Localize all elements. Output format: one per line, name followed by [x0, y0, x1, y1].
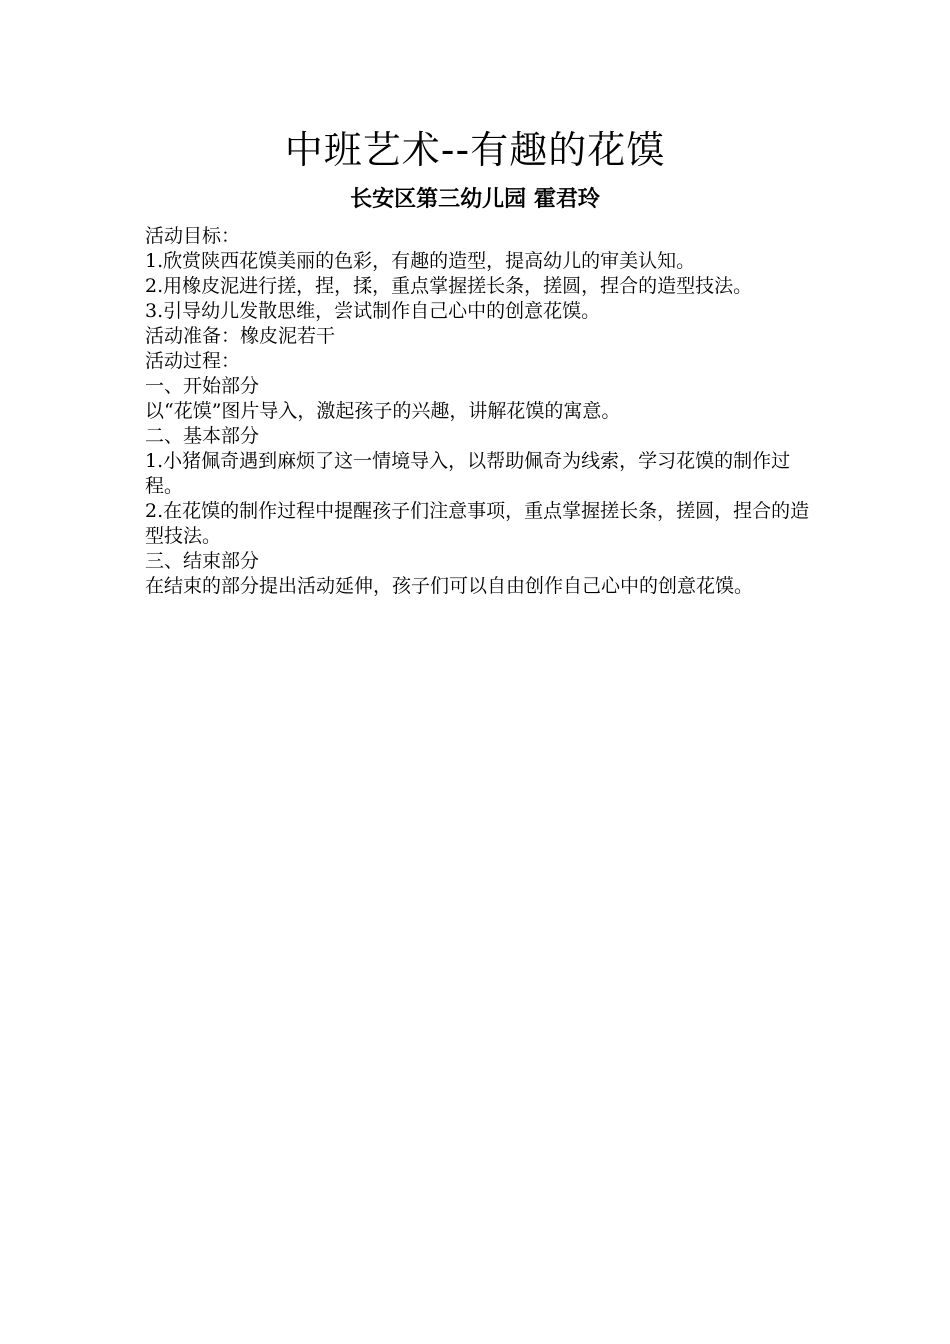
- document-title: 中班艺术--有趣的花馍: [284, 128, 666, 172]
- part-text-end: 在结束的部分提出活动延伸，孩子们可以自由创作自己心中的创意花馍。: [145, 575, 754, 597]
- part-heading-end: 三、结束部分: [145, 550, 260, 572]
- document-subtitle: 长安区第三幼儿园 霍君玲: [350, 187, 600, 212]
- section-heading-process: 活动过程：: [145, 350, 241, 372]
- basic-item-1: 1.小猪佩奇遇到麻烦了这一情境导入，以帮助佩奇为线索，学习花馍的制作过程。: [145, 450, 791, 497]
- part-text-start: 以“花馍”图片导入，激起孩子的兴趣，讲解花馍的寓意。: [145, 400, 621, 422]
- preparation-line: 活动准备：橡皮泥若干: [145, 325, 336, 347]
- document-body: [145, 224, 815, 599]
- goal-item-2: 2.用橡皮泥进行搓，捏，揉，重点掌握搓长条，搓圆，捏合的造型技法。: [145, 275, 753, 297]
- part-heading-basic: 二、基本部分: [145, 425, 260, 447]
- goal-item-3: 3.引导幼儿发散思维，尝试制作自己心中的创意花馍。: [145, 300, 601, 322]
- goal-item-1: 1.欣赏陕西花馍美丽的色彩，有趣的造型，提高幼儿的审美认知。: [145, 250, 696, 272]
- section-heading-goals: 活动目标：: [145, 225, 241, 247]
- basic-item-2: 2.在花馍的制作过程中提醒孩子们注意事项，重点掌握搓长条，搓圆，捏合的造型技法。: [145, 500, 810, 547]
- part-heading-start: 一、开始部分: [145, 375, 260, 397]
